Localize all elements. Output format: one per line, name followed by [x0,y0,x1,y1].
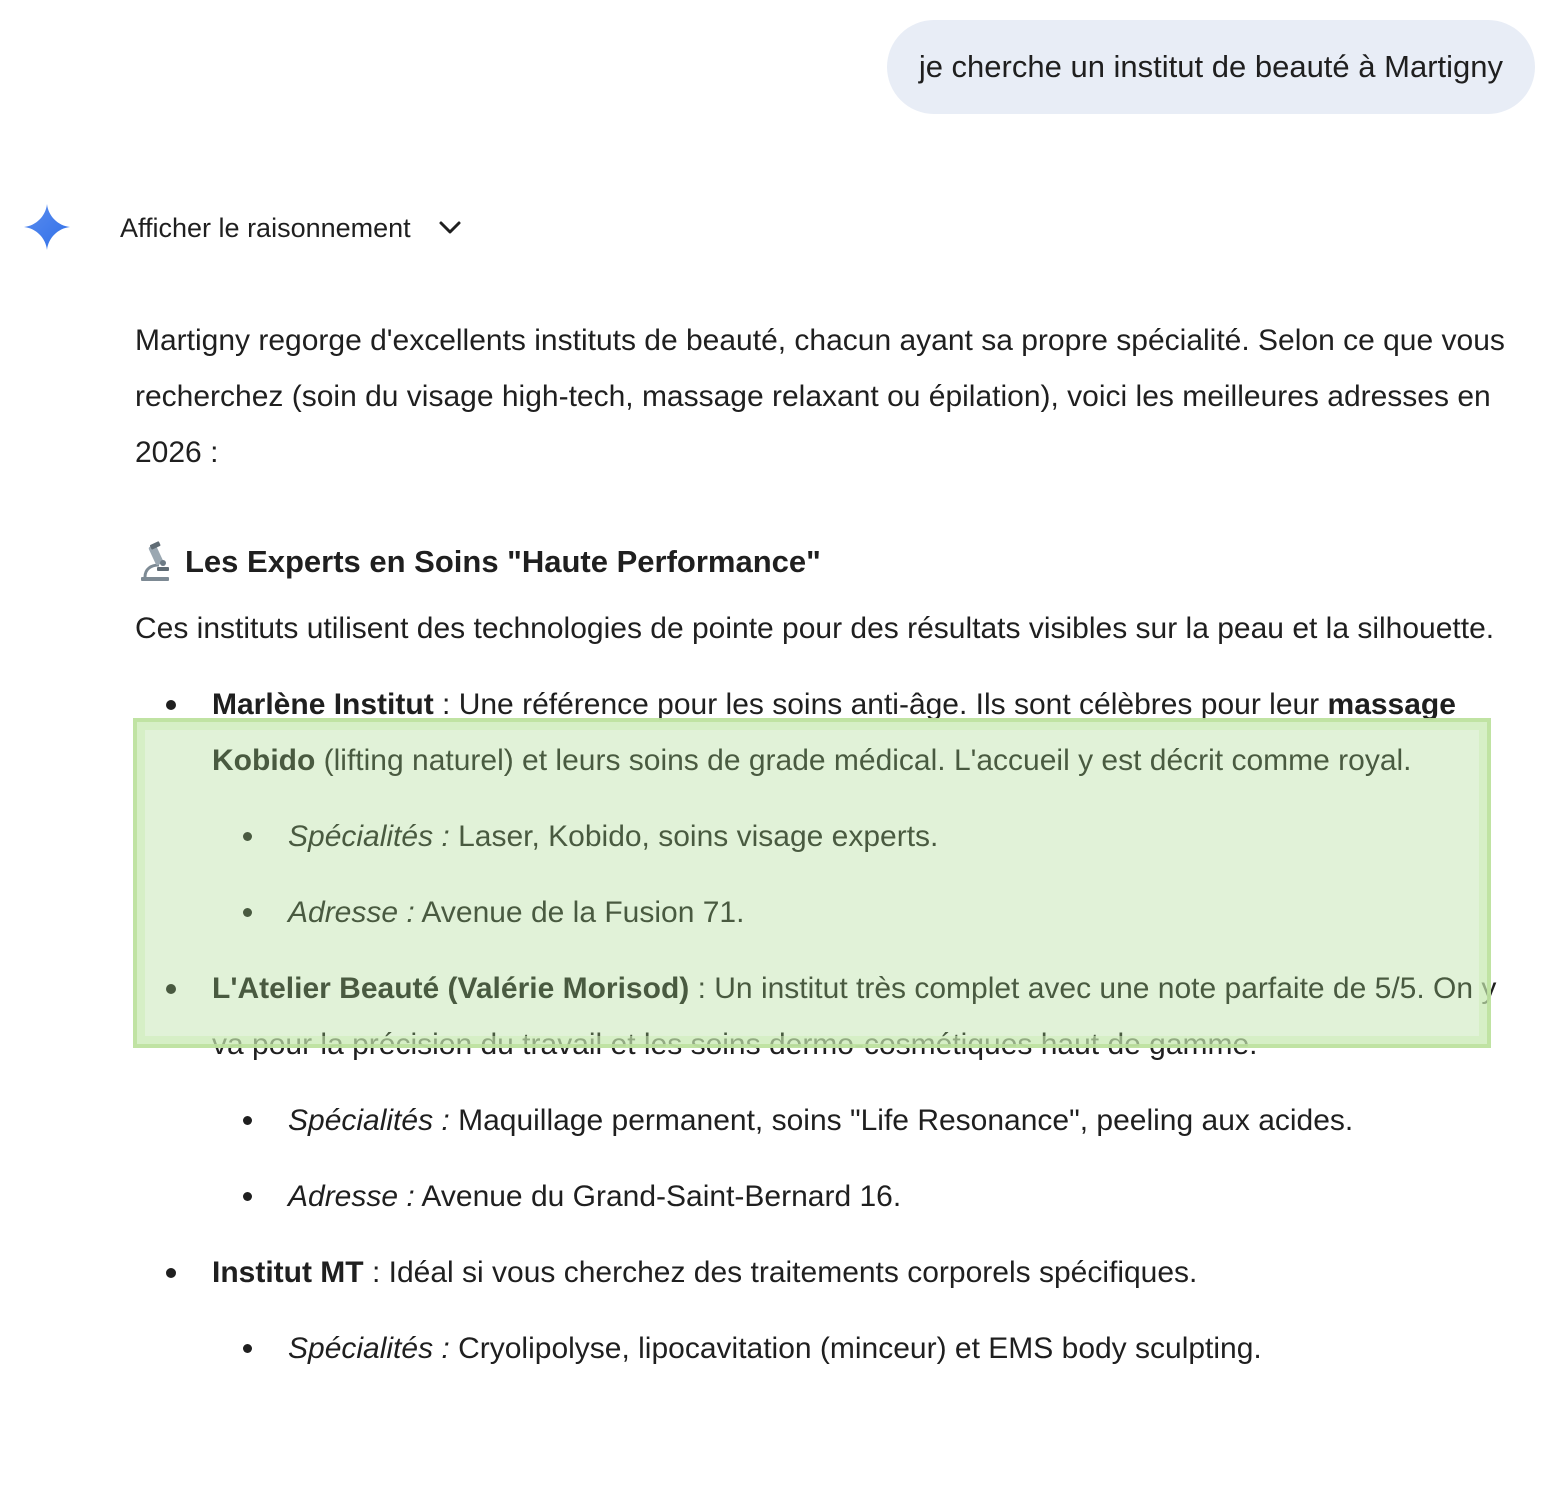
institute-name: L'Atelier Beauté (Valérie Morisod) [212,972,690,1005]
adresse-value: Avenue du Grand-Saint-Bernard 16. [414,1180,902,1213]
adresse-label: Adresse : [288,1180,415,1213]
specialites-value: Laser, Kobido, soins visage experts. [449,820,939,853]
specialites-label: Spécialités : [288,1104,450,1137]
list-item-marlene [135,677,1510,941]
specialites-value: Maquillage permanent, soins "Life Resonance", peeling aux acides. [449,1104,1354,1137]
assistant-response [135,313,1510,1397]
specialites-label: Spécialités : [288,1332,450,1365]
section-description: Ces instituts utilisent des technologies de pointe pour des résultats visibles sur la peau et la silhouette. [135,612,1495,645]
institute-text: : Idéal si vous cherchez des traitements corporels spécifiques. [363,1256,1198,1289]
chevron-down-icon [437,215,463,241]
institute-list [135,677,1510,1377]
detail-adresse [212,885,1510,941]
section-title: Les Experts en Soins "Haute Performance" [185,544,821,579]
specialites-value: Cryolipolyse, lipocavitation (minceur) et EMS body sculpting. [449,1332,1262,1365]
adresse-value: Avenue de la Fusion 71. [414,896,745,929]
detail-specialites [212,1321,1510,1377]
show-reasoning-label: Afficher le raisonnement [120,212,411,243]
institute-details [212,809,1510,941]
institute-details [212,1093,1510,1225]
institute-details [212,1321,1510,1377]
list-item-institut-mt [135,1245,1510,1377]
institute-text: : Une référence pour les soins anti-âge. Ils sont célèbres pour leur [433,688,1328,721]
detail-specialites [212,1093,1510,1149]
institute-highlight: massage Kobido [212,688,1456,777]
institute-name: Marlène Institut [212,688,434,721]
institute-text-cont: (lifting naturel) et leurs soins de grade médical. L'accueil y est décrit comme royal. [315,744,1412,777]
specialites-label: Spécialités : [288,820,450,853]
institute-text: : Un institut très complet avec une note parfaite de 5/5. On y va pour la précision du travail et les soins dermo-cosmétiques haut de gamme. [212,972,1497,1061]
institute-name: Institut MT [212,1256,364,1289]
microscope-icon [135,541,175,583]
detail-specialites [212,809,1510,865]
section-heading [135,533,1510,591]
detail-adresse [212,1169,1510,1225]
response-intro: Martigny regorge d'excellents instituts de beauté, chacun ayant sa propre spécialité. Selon ce que vous recherchez (soin du visage high-tech, massage relaxant ou épilation), voici les meilleures adresses en 2026 : [135,324,1505,469]
adresse-label: Adresse : [288,896,415,929]
show-reasoning-button[interactable] [120,206,463,250]
list-item-atelier-beaute [135,961,1510,1225]
user-message-text: je cherche un institut de beauté à Martigny [918,49,1503,84]
user-message-bubble [887,20,1535,114]
gemini-sparkle-icon [24,204,70,250]
